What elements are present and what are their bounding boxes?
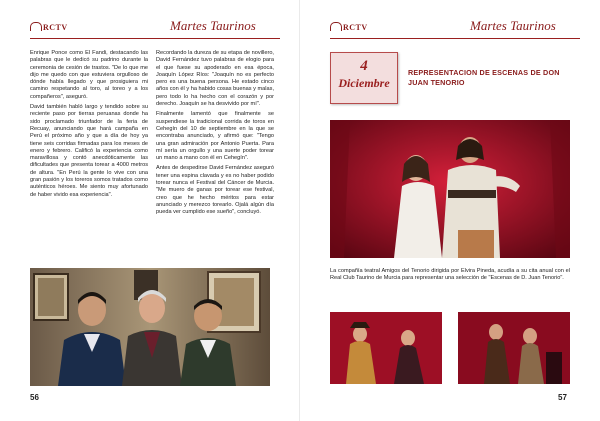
date-badge [330, 52, 398, 104]
paragraph: David también habló largo y tendido sobre su reciente paso por tierras peruanas donde ha sido proclamado triunfador de la feria de Recuay, anunciando que hará campaña en Perú el próximo año y que a día de hoy ya tiene seis corridas firmadas para los meses de enero y febrero. Calificó la experiencia como maravillosa y contó anecdóticamente las dificultades que presenta torear a 4000 metros de altura. "En Perú la gente lo vive con una gran pasión y los toreros somos tratados como auténticos héroes. Me siento muy afortunado de haber vivido esa experiencia". [30, 104, 148, 198]
photo-caption: La compañía teatral Amigos del Tenorio dirigida por Elvira Pineda, acudía a su cita anual con el Real Club Taurino de Murcia para representar una selección de "Escenas de D. Juan Tenorio". [330, 268, 570, 282]
crest-icon [30, 22, 42, 31]
header-rule [30, 38, 280, 39]
text-column-1 [30, 50, 148, 202]
page-number-left: 56 [30, 393, 39, 402]
stage-photo-main [330, 120, 570, 258]
date-day: 4 [360, 58, 368, 74]
club-logo: RCTV [330, 22, 368, 32]
text-column-2 [156, 50, 274, 220]
header-rule [330, 38, 580, 39]
club-logo: RCTV [30, 22, 68, 32]
header-title: Martes Taurinos [470, 18, 556, 33]
paragraph: Finalmente lamentó que finalmente se suspendiese la tradicional corrida de toros en Cehegín del 10 de septiembre en la que se encontraba anunciado, y afirmó que: "Tengo una gran admiración por Antonio Puerta. Para mí sería un orgullo y una suerte poder torear un mano a mano con él en Cehegín". [156, 111, 274, 162]
crest-icon [330, 22, 342, 31]
paragraph: Enrique Ponce como El Fandi, destacando las palabras que le dedicó su padrino durante la ceremonia de cesión de trastos. "De lo que me dijo me quedo con que estuviera orgulloso de dónde había llegado y que prosiguiera mi camino respetando al toro, al toreo y a los compañeros", aseguró. [30, 50, 148, 100]
paragraph: Antes de despedirse David Fernández aseguró tener una espina clavada y es no haber podido torear nunca el Festival del Cáncer de Murcia. "Me muero de ganas por torear ese festival, creo que he hecho méritos para estar anunciado y merezco torearlo. Ojalá algún día pueda ver cumplido ese sueño", concluyó. [156, 165, 274, 216]
stage-photo-small-1 [330, 312, 442, 384]
date-month: Diciembre [338, 76, 390, 90]
paragraph: Recordando la dureza de su etapa de novillero, David Fernández tuvo palabras de elogio para el que fuese su apoderado en esa época, Joaquín López Ríos: "Joaquín no es perfecto pero es una buena persona. He estado cinco años con él y ha habido cosas buenas y malas, pero todo lo ha hecho con el corazón y por derecho. Joaquín se ha desvivido por mí". [156, 50, 274, 108]
stage-photo-small-2 [458, 312, 570, 384]
header-title: Martes Taurinos [170, 18, 256, 33]
article-headline: REPRESENTACION DE ESCENAS DE DON JUAN TENORIO [408, 68, 560, 87]
page-number-right: 57 [558, 393, 567, 402]
group-photo [30, 268, 270, 386]
